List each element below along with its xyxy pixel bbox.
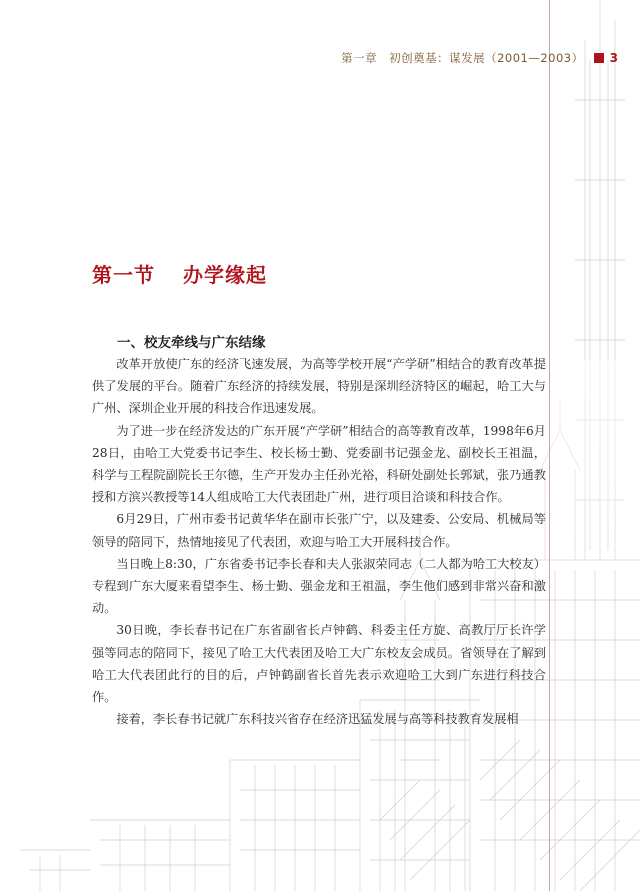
paragraph: 当日晚上8:30，广东省委书记李长春和夫人张淑荣同志（二人都为哈工大校友）专程到广东大厦来看望李生、杨士勤、强金龙和王祖温，李生他们感到非常兴奋和激动。 bbox=[92, 556, 546, 616]
running-header bbox=[341, 48, 618, 68]
paragraph: 6月29日，广州市委书记黄华华在副市长张广宁，以及建委、公安局、机械局等领导的陪同下，热情地接见了代表团，欢迎与哈工大开展科技合作。 bbox=[92, 512, 546, 549]
section-number: 第一节 bbox=[92, 263, 155, 287]
page-number: 3 bbox=[609, 51, 618, 65]
vertical-divider-line bbox=[549, 0, 550, 891]
section-title bbox=[92, 259, 267, 288]
subsection-title: 一、校友牵线与广东结缘 bbox=[117, 335, 266, 351]
red-square-marker bbox=[594, 53, 604, 63]
section-name: 办学缘起 bbox=[183, 263, 267, 287]
chapter-title: 第一章 初创奠基：谋发展（2001—2003） bbox=[341, 51, 584, 65]
paragraph: 改革开放使广东的经济飞速发展，为高等学校开展“产学研”相结合的教育改革提供了发展的平台。随着广东经济的持续发展，特别是深圳经济特区的崛起，哈工大与广州、深圳企业开展的科技合作迅速发展。 bbox=[92, 357, 546, 416]
paragraph: 接着，李长春书记就广东科技兴省存在经济迅猛发展与高等科技教育发展相 bbox=[116, 712, 519, 727]
paragraph: 为了进一步在经济发达的广东开展“产学研”相结合的高等教育改革，1998年6月28日，由哈工大党委书记李生、校长杨士勤、党委副书记强金龙、副校长王祖温，科学与工程院副院长王尔德，生产开发办主任孙光裕，科研处副处长郭斌，张乃通教授和方滨兴教授等14人组成哈工大代表团赴广州，进行项目洽谈和科技合作。 bbox=[92, 423, 546, 505]
paragraph: 30日晚，李长春书记在广东省副省长卢钟鹤、科委主任方旋、高教厅厅长许学强等同志的陪同下，接见了哈工大代表团及哈工大广东校友会成员。省领导在了解到哈工大代表团此行的目的后，卢钟鹤副省长首先表示欢迎哈工大到广东进行科技合作。 bbox=[92, 623, 546, 705]
body-text bbox=[92, 353, 546, 730]
